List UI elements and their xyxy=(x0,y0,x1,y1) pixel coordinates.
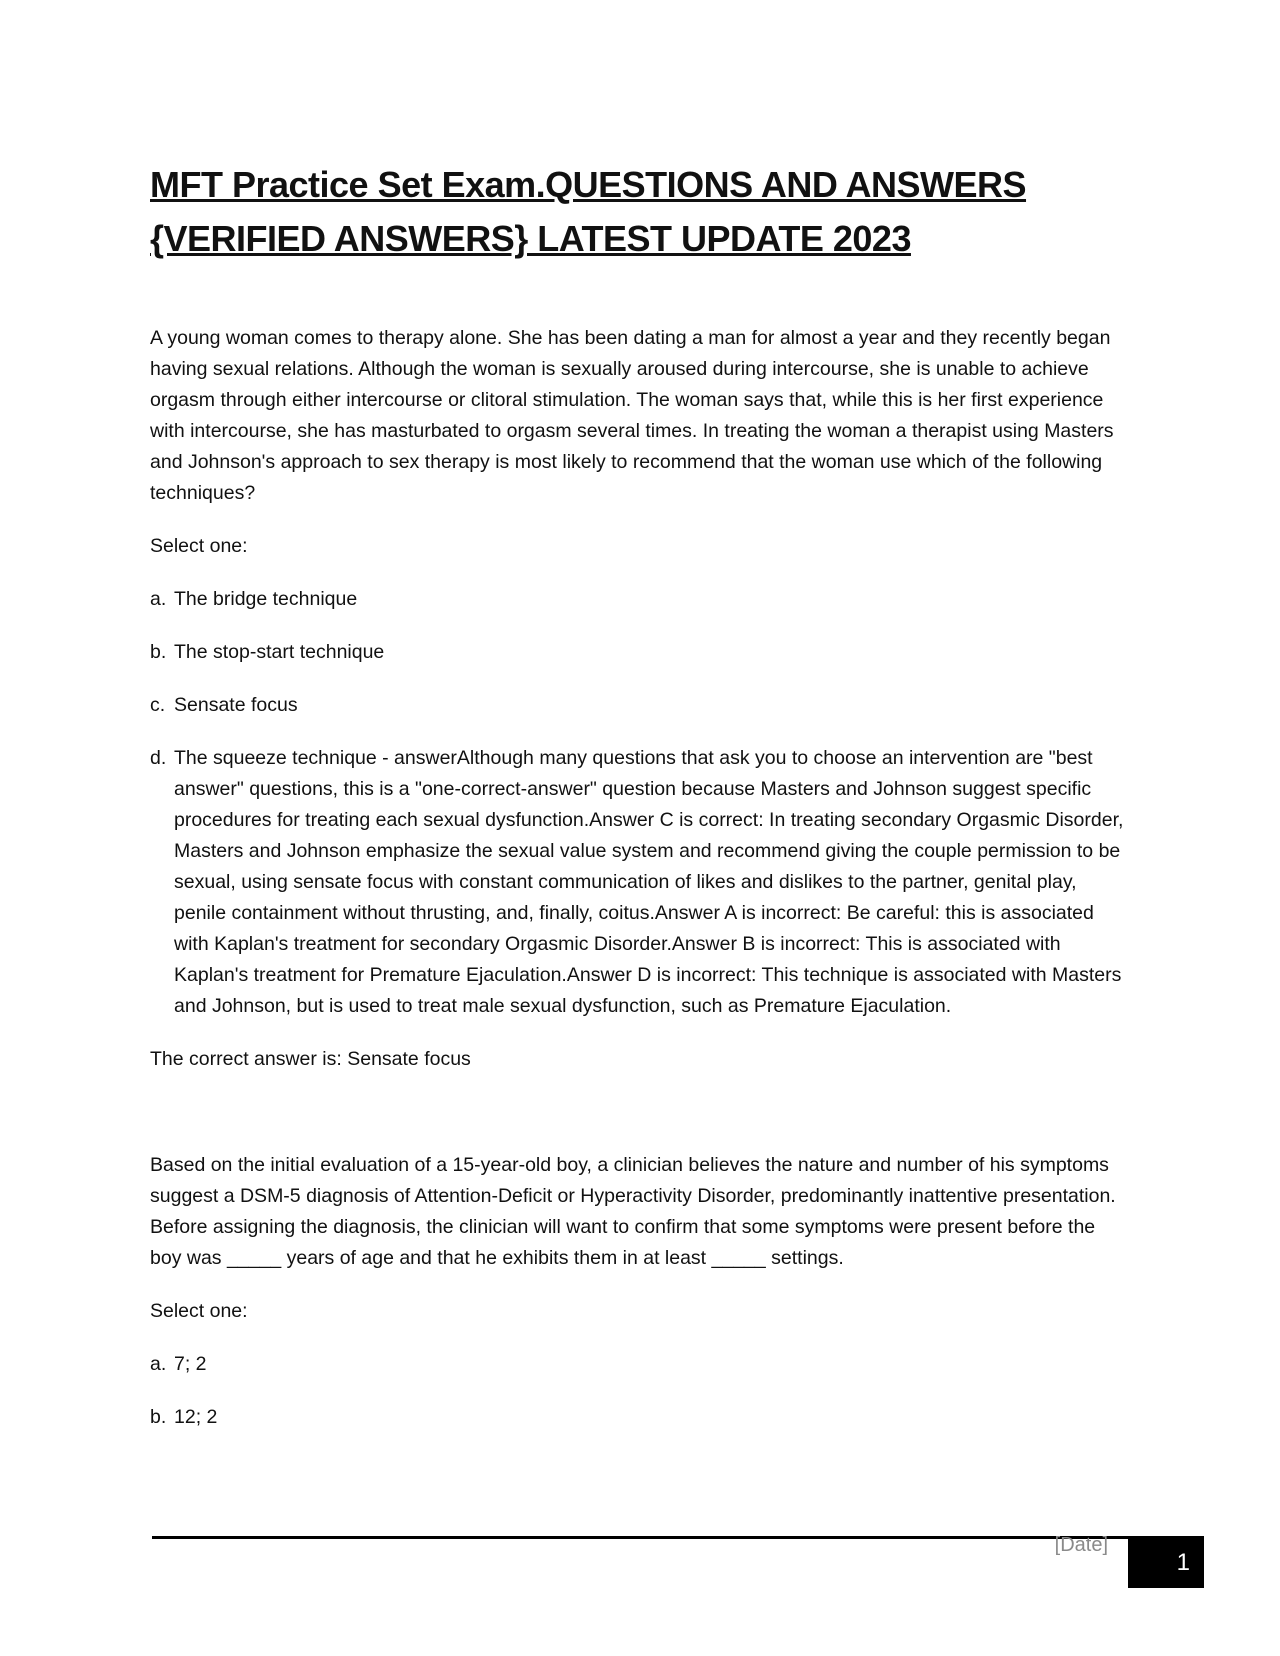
option-text: Sensate focus xyxy=(174,694,298,716)
question-1-correct-answer: The correct answer is: Sensate focus xyxy=(150,1048,471,1070)
footer-divider xyxy=(152,1536,1204,1539)
option-text: The bridge technique xyxy=(174,588,358,610)
option-text: The squeeze technique - answerAlthough many questions that ask you to choose an intervention are "best answer" questions, this is a "one-correct-answer" question because Masters and Johnson suggest specific procedures for treating each sexual dysfunction.Answer C is correct: In treating secondary Orgasmic Disorder, Masters and Johnson emphasize the sexual value system and recommend giving the couple permission to be sexual, using sensate focus with constant communication of likes and dislikes to the partner, genital play, penile containment without thrusting, and, finally, coitus.Answer A is incorrect: Be careful: this is associated with Kaplan's treatment for secondary Orgasmic Disorder.Answer B is incorrect: This is associated with Kaplan's treatment for Premature Ejaculation.Answer D is incorrect: This technique is associated with Masters and Johnson, but is used to treat male sexual dysfunction, such as Premature Ejaculation. xyxy=(174,747,1124,1017)
question-1-option-b xyxy=(150,637,1130,668)
document-body xyxy=(150,323,1130,1455)
question-1-prompt: A young woman comes to therapy alone. She has been dating a man for almost a year and they recently began having sexual relations. Although the woman is sexually aroused during intercourse, she is unable to achieve orgasm through either intercourse or clitoral stimulation. The woman says that, while this is her first experience with intercourse, she has masturbated to orgasm several times. In treating the woman a therapist using Masters and Johnson's approach to sex therapy is most likely to recommend that the woman use which of the following techniques? xyxy=(150,327,1114,504)
question-1-option-d xyxy=(150,743,1130,1022)
option-text: 7; 2 xyxy=(174,1353,207,1375)
option-text: 12; 2 xyxy=(174,1406,218,1428)
option-letter: b. xyxy=(150,1406,167,1428)
document-title xyxy=(150,158,1150,266)
option-letter: a. xyxy=(150,1353,167,1375)
question-2-option-b xyxy=(150,1402,1130,1433)
section-spacer xyxy=(150,1097,1130,1150)
option-letter: c. xyxy=(150,694,166,716)
title-line-1: MFT Practice Set Exam.QUESTIONS AND ANSWERS xyxy=(150,164,1027,205)
question-2-prompt: Based on the initial evaluation of a 15-year-old boy, a clinician believes the nature and number of his symptoms suggest a DSM-5 diagnosis of Attention-Deficit or Hyperactivity Disorder, predominantly inattentive presentation. Before assigning the diagnosis, the clinician will want to confirm that some symptoms were present before the boy was _____ years of age and that he exhibits them in at least _____ settings. xyxy=(150,1154,1116,1269)
title-line-2: {VERIFIED ANSWERS} LATEST UPDATE 2023 xyxy=(150,218,911,259)
footer-date-placeholder: [Date] xyxy=(1054,1534,1108,1556)
question-2-select-label: Select one: xyxy=(150,1300,248,1322)
question-1-option-a xyxy=(150,584,1130,615)
page-number: 1 xyxy=(1128,1537,1204,1588)
option-letter: d. xyxy=(150,747,167,769)
question-1-option-c xyxy=(150,690,1130,721)
question-2-option-a xyxy=(150,1349,1130,1380)
question-1-select-label: Select one: xyxy=(150,535,248,557)
option-letter: a. xyxy=(150,588,167,610)
option-letter: b. xyxy=(150,641,167,663)
option-text: The stop-start technique xyxy=(174,641,385,663)
